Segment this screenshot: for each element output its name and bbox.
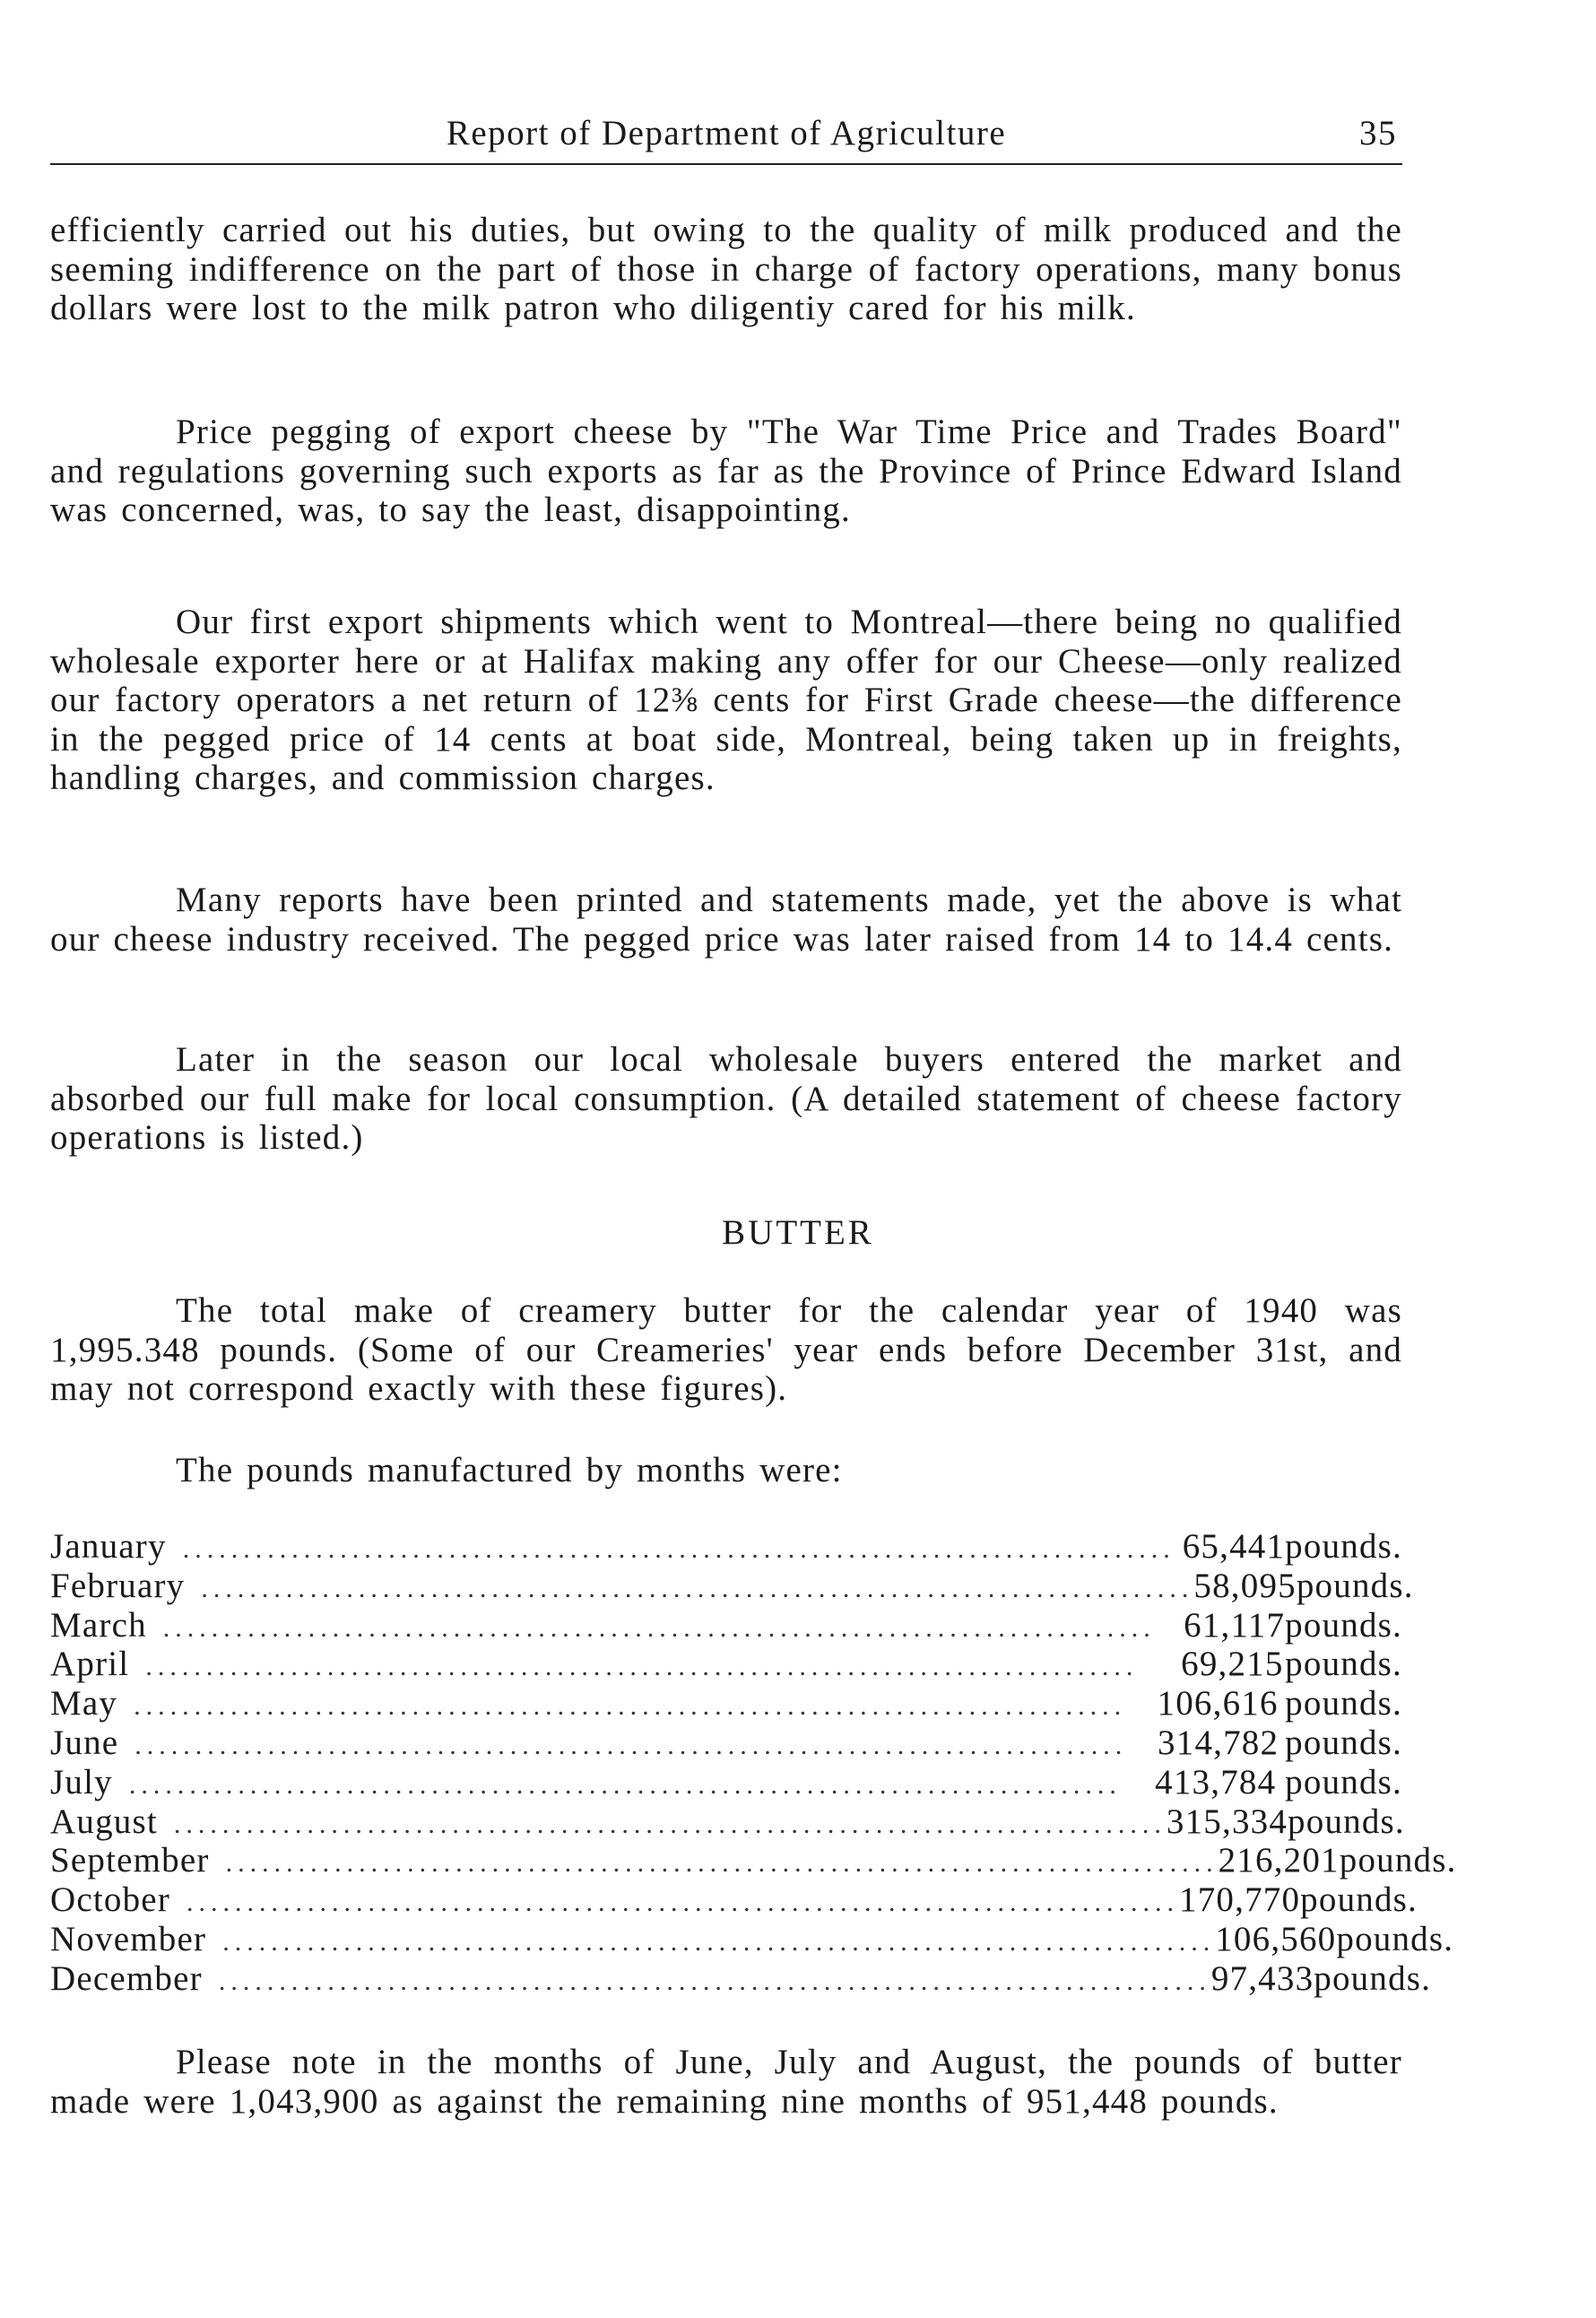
- paragraph-continuation: efficiently carried out his duties, but owing to the quality of milk produced and the seeming indifference on the part of those in charge of factory operations, many bonus dollars were lost to the milk patron who diligentiy cared for his milk.: [50, 211, 1402, 327]
- running-header: [50, 113, 1402, 170]
- month-name: April: [50, 1645, 130, 1684]
- month-name: July: [50, 1762, 113, 1801]
- paragraph-price-pegging: Price pegging of export cheese by "The War Time Price and Trades Board" and regulations governing such exports as far as the Province of Prince Edward Island was concerned, was, to say the least, disappointing.: [50, 412, 1402, 529]
- pounds-value: 413,784: [1155, 1762, 1277, 1801]
- pounds-value: 170,770: [1179, 1880, 1301, 1920]
- unit-label: pounds.: [1300, 1880, 1418, 1920]
- unit-label: pounds.: [1336, 1919, 1454, 1958]
- month-name: June: [50, 1723, 119, 1762]
- table-row: [50, 1644, 1402, 1683]
- table-row: [50, 1605, 1402, 1645]
- pounds-value: 58,095: [1193, 1566, 1297, 1605]
- month-name: October: [50, 1880, 171, 1920]
- paragraph-closing-note: Please note in the months of June, July and August, the pounds of butter made were 1,043,900 as against the remaining nine months of 951,448 pounds.: [50, 2043, 1402, 2121]
- dot-leader: ..................................................................................: [145, 1652, 1139, 1682]
- unit-label: pounds.: [1285, 1723, 1402, 1762]
- unit-label: pounds.: [1285, 1527, 1402, 1566]
- table-row: [50, 1919, 1454, 1958]
- paragraph-reports: Many reports have been printed and statements made, yet the above is what our cheese industry received. The pegged price was later raised from 14 to 14.4 cents.: [50, 881, 1402, 959]
- month-name: March: [50, 1605, 147, 1645]
- table-row: [50, 1801, 1405, 1841]
- table-row: [50, 1566, 1414, 1605]
- table-row: [50, 1723, 1402, 1762]
- table-row: [50, 1762, 1402, 1801]
- table-row: [50, 1958, 1432, 1998]
- dot-leader: ..................................................................................: [173, 1809, 1167, 1839]
- month-name: November: [50, 1919, 207, 1958]
- paragraph-export-shipments: Our first export shipments which went to Montreal—there being no qualified wholesale exporter here or at Halifax making any offer for our Cheese—only realized our factory operators a net return of 12⅜ cents for First Grade cheese—the difference in the pegged price of 14 cents at boat side, Montreal, being taken up in freights, handling charges, and commission charges.: [50, 603, 1402, 797]
- dot-leader: ..................................................................................: [222, 1926, 1216, 1957]
- table-row: [50, 1880, 1418, 1920]
- unit-label: pounds.: [1314, 1958, 1432, 1998]
- page-number: 35: [1359, 114, 1397, 152]
- unit-label: pounds.: [1285, 1762, 1402, 1801]
- monthly-butter-table: [50, 1526, 1457, 1998]
- dot-leader: ..................................................................................: [218, 1966, 1211, 1996]
- table-row: [50, 1526, 1402, 1566]
- unit-label: pounds.: [1285, 1645, 1402, 1684]
- dot-leader: ..................................................................................: [134, 1730, 1128, 1760]
- pounds-value: 314,782: [1158, 1723, 1279, 1762]
- dot-leader: ..................................................................................: [128, 1769, 1122, 1800]
- pounds-value: 97,433: [1210, 1958, 1314, 1998]
- paragraph-by-months: The pounds manufactured by months were:: [176, 1451, 843, 1489]
- paragraph-local-buyers: Later in the season our local wholesale buyers entered the market and absorbed our full make for local consumption. (A detailed statement of cheese factory operations is listed.): [50, 1040, 1402, 1157]
- month-name: September: [50, 1841, 210, 1880]
- section-heading-butter: BUTTER: [722, 1213, 874, 1252]
- month-name: December: [50, 1958, 203, 1998]
- unit-label: pounds.: [1296, 1566, 1414, 1605]
- header-title: Report of Department of Agriculture: [446, 114, 1007, 152]
- pounds-value: 315,334: [1166, 1801, 1288, 1841]
- dot-leader: ..................................................................................: [201, 1573, 1194, 1603]
- header-rule: [50, 163, 1402, 165]
- pounds-value: 216,201: [1218, 1841, 1340, 1880]
- dot-leader: ..................................................................................: [186, 1888, 1180, 1918]
- month-name: January: [50, 1527, 167, 1566]
- unit-label: pounds.: [1285, 1684, 1402, 1723]
- table-row: [50, 1683, 1402, 1723]
- pounds-value: 61,117: [1184, 1605, 1286, 1645]
- month-name: August: [50, 1801, 158, 1841]
- unit-label: pounds.: [1285, 1605, 1402, 1645]
- dot-leader: ..................................................................................: [225, 1848, 1219, 1879]
- table-row: [50, 1840, 1457, 1880]
- dot-leader: ..................................................................................: [182, 1534, 1175, 1564]
- pounds-value: 65,441: [1182, 1527, 1286, 1566]
- pounds-value: 69,215: [1181, 1645, 1284, 1684]
- month-name: May: [50, 1684, 118, 1723]
- unit-label: pounds.: [1339, 1841, 1457, 1880]
- pounds-value: 106,616: [1157, 1684, 1279, 1723]
- month-name: February: [50, 1566, 186, 1605]
- paragraph-butter-total: The total make of creamery butter for the calendar year of 1940 was 1,995.348 pounds. (Some of our Creameries' year ends before December 31st, and may not correspond exactly with these figures).: [50, 1291, 1402, 1408]
- pounds-value: 106,560: [1215, 1919, 1337, 1958]
- unit-label: pounds.: [1288, 1801, 1405, 1841]
- dot-leader: ..................................................................................: [134, 1691, 1127, 1722]
- dot-leader: ..................................................................................: [162, 1612, 1156, 1643]
